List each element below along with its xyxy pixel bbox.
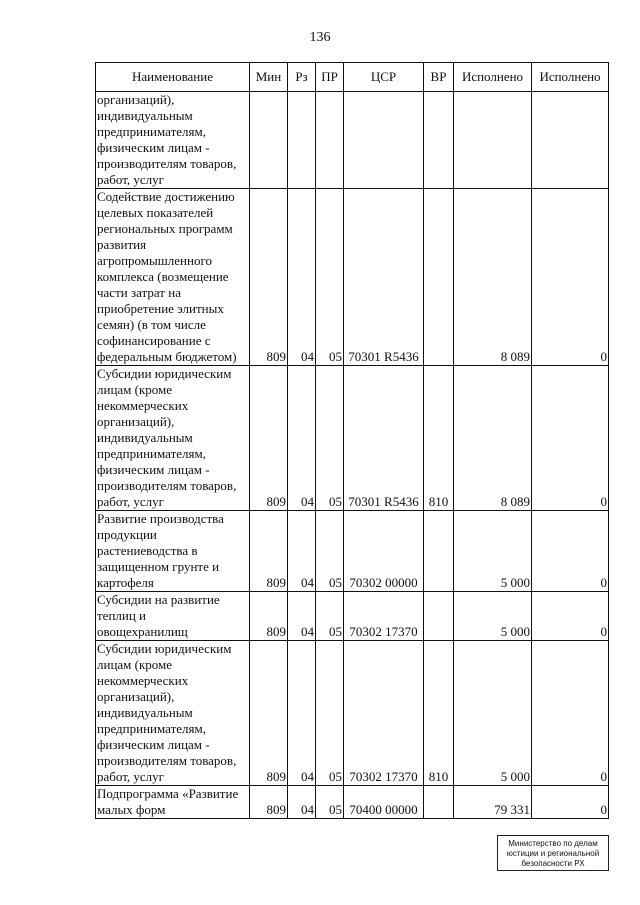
row-pr [316,92,344,189]
row-vr: 810 [424,366,454,511]
row-min: 809 [250,641,288,786]
row-csr: 70302 17370 [344,641,424,786]
ministry-stamp: Министерство по делам юстиции и региональной безопасности РХ [497,835,609,871]
table-row [96,511,609,592]
header-rz: Рз [288,63,316,92]
row-executed-1: 5 000 [454,592,532,641]
row-rz: 04 [288,511,316,592]
row-csr [344,92,424,189]
row-name: Субсидии юридическим лицам (кроме некоммерческих организаций), индивидуальным предпринимателям, физическим лицам - производителям товаров, работ, услуг [96,641,250,786]
row-min: 809 [250,511,288,592]
row-executed-1: 8 089 [454,189,532,366]
row-csr: 70302 17370 [344,592,424,641]
row-executed-1: 79 331 [454,786,532,819]
row-rz: 04 [288,641,316,786]
row-min: 809 [250,366,288,511]
row-executed-2: 0 [532,189,609,366]
row-executed-1: 5 000 [454,641,532,786]
row-name: Субсидии юридическим лицам (кроме некоммерческих организаций), индивидуальным предпринимателям, физическим лицам - производителям товаров, работ, услуг [96,366,250,511]
row-pr: 05 [316,511,344,592]
budget-table [95,62,609,819]
row-executed-1: 8 089 [454,366,532,511]
row-min: 809 [250,592,288,641]
table-row [96,641,609,786]
table-row [96,366,609,511]
row-vr: 810 [424,641,454,786]
row-executed-2: 0 [532,641,609,786]
header-executed-2: Исполнено [532,63,609,92]
row-name: организаций), индивидуальным предпринимателям, физическим лицам - производителям товаров, работ, услуг [96,92,250,189]
header-name: Наименование [96,63,250,92]
row-name: Содействие достижению целевых показателей региональных программ развития агропромышленного комплекса (возмещение части затрат на приобретение элитных семян) (в том числе софинансирование с федеральным бюджетом) [96,189,250,366]
row-name: Развитие производства продукции растениеводства в защищенном грунте и картофеля [96,511,250,592]
row-executed-2 [532,92,609,189]
row-rz [288,92,316,189]
row-csr: 70301 R5436 [344,366,424,511]
row-executed-1 [454,92,532,189]
row-executed-2: 0 [532,366,609,511]
table-row [96,92,609,189]
row-rz: 04 [288,786,316,819]
row-min: 809 [250,189,288,366]
row-executed-2: 0 [532,511,609,592]
header-pr: ПР [316,63,344,92]
row-name: Субсидии на развитие теплиц и овощехранилищ [96,592,250,641]
row-rz: 04 [288,189,316,366]
row-pr: 05 [316,786,344,819]
row-pr: 05 [316,592,344,641]
row-vr [424,189,454,366]
header-min: Мин [250,63,288,92]
table-row [96,592,609,641]
row-executed-2: 0 [532,592,609,641]
row-rz: 04 [288,366,316,511]
row-vr [424,511,454,592]
header-executed-1: Исполнено [454,63,532,92]
row-executed-1: 5 000 [454,511,532,592]
row-name: Подпрограмма «Развитие малых форм [96,786,250,819]
row-rz: 04 [288,592,316,641]
row-csr: 70301 R5436 [344,189,424,366]
row-pr: 05 [316,641,344,786]
row-vr [424,786,454,819]
table-row [96,189,609,366]
table-row [96,786,609,819]
row-csr: 70302 00000 [344,511,424,592]
row-executed-2: 0 [532,786,609,819]
row-vr [424,92,454,189]
row-vr [424,592,454,641]
row-min [250,92,288,189]
row-pr: 05 [316,366,344,511]
row-min: 809 [250,786,288,819]
row-pr: 05 [316,189,344,366]
page-number: 136 [309,30,331,45]
header-csr: ЦСР [344,63,424,92]
header-row [96,63,609,92]
header-vr: ВР [424,63,454,92]
row-csr: 70400 00000 [344,786,424,819]
